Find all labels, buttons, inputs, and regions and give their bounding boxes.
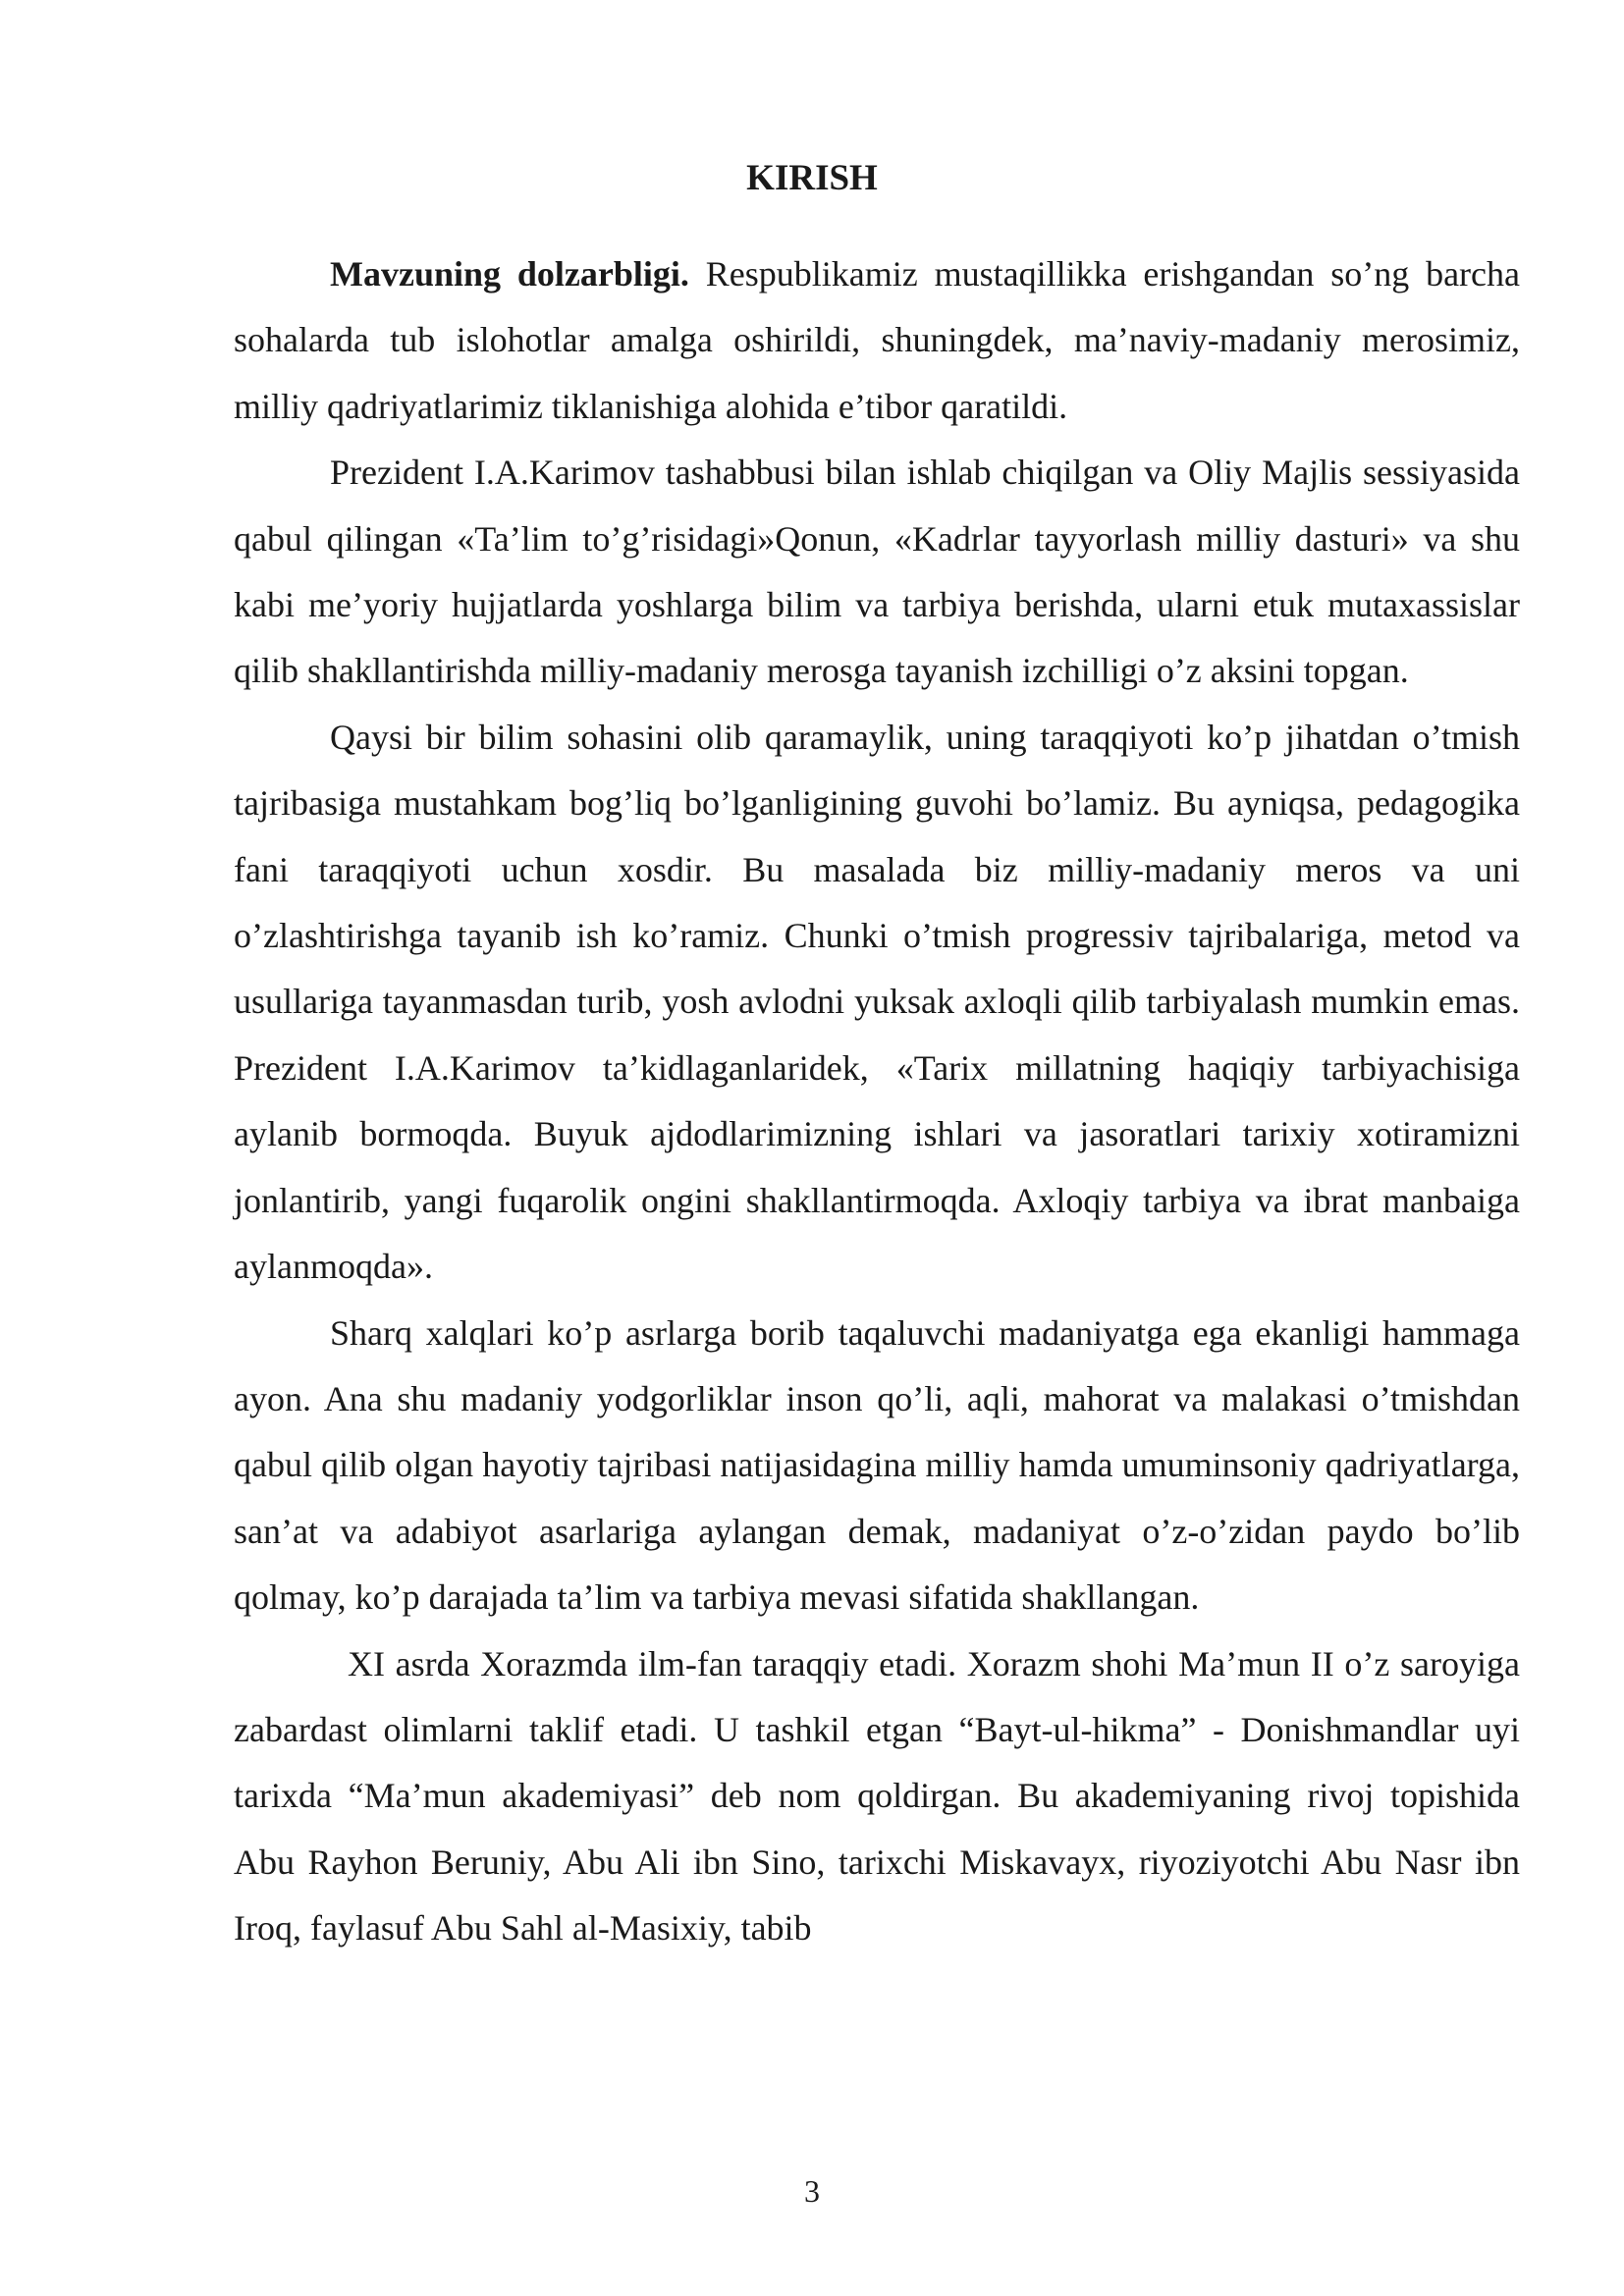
paragraph-eastern-culture: Sharq xalqlari ko’p asrlarga borib taqaluvchi madaniyatga ega ekanligi hammaga ayon. Ana shu madaniy yodgorliklar inson qo’li, aqli, mahorat va malakasi o’tmishdan qabul qilib olgan hayotiy tajribasi natijasidagina milliy hamda umuminsoniy qadriyatlarga, san’at va adabiyot asarlariga aylangan demak, madaniyat o’z-o’zidan paydo bo’lib qolmay, ko’p darajada ta’lim va tarbiya mevasi sifatida shakllangan. xyxy=(234,1312,1520,1618)
body-text xyxy=(234,241,1520,1962)
paragraph-relevance xyxy=(234,241,1520,440)
page-heading: KIRISH xyxy=(746,158,878,198)
paragraph-text: Respublikamiz mustaqillikka erishgandan so’ng barcha sohalarda tub islohotlar amalga oshirildi, shuningdek, ma’naviy-madaniy merosimiz, milliy qadriyatlarimiz tiklanishiga alohida e’tibor qaratildi. xyxy=(234,254,1520,426)
paragraph-president-laws: Prezident I.A.Karimov tashabbusi bilan ishlab chiqilgan va Oliy Majlis sessiyasida qabul qilingan «Ta’lim to’g’risidagi»Qonun, «Kadrlar tayyorlash milliy dasturi» va shu kabi me’yoriy hujjatlarda yoshlarga bilim va tarbiya berishda, ularni etuk mutaxassislar qilib shakllantirishda milliy-madaniy merosga tayanish izchilligi o’z aksini topgan. xyxy=(234,453,1520,691)
paragraph-lead: Mavzuning dolzarbligi. xyxy=(330,254,689,294)
page-number: 3 xyxy=(804,2173,820,2209)
paragraph-heritage: Qaysi bir bilim sohasini olib qaramaylik, uning taraqqiyoti ko’p jihatdan o’tmish tajribasiga mustahkam bog’liq bo’lganligining guvohi bo’lamiz. Bu ayniqsa, pedagogika fani taraqqiyoti uchun xosdir. Bu masalada biz milliy-madaniy meros va uni o’zlashtirishga tayanib ish ko’ramiz. Chunki o’tmish progressiv tajribalariga, metod va usullariga tayanmasdan turib, yosh avlodni yuksak axloqli qilib tarbiyalash mumkin emas. Prezident I.A.Karimov ta’kidlaganlaridek, «Tarix millatning haqiqiy tarbiyachisiga aylanib bormoqda. Buyuk ajdodlarimizning ishlari va jasoratlari tarixiy xotiramizni jonlantirib, yangi fuqarolik ongini shakllantirmoqda. Axloqiy tarbiya va ibrat manbaiga aylanmoqda». xyxy=(234,717,1520,1287)
paragraph-khorezm-academy: XI asrda Xorazmda ilm-fan taraqqiy etadi. Xorazm shohi Ma’mun II o’z saroyiga zabardast olimlarni taklif etadi. U tashkil etgan “Bayt-ul-hikma” - Donishmandlar uyi tarixda “Ma’mun akademiyasi” deb nom qoldirgan. Bu akademiyaning rivoj topishida Abu Rayhon Beruniy, Abu Ali ibn Sino, tarixchi Miskavayx, riyoziyotchi Abu Nasr ibn Iroq, faylasuf Abu Sahl al-Masixiy, tabib xyxy=(234,1643,1520,1949)
